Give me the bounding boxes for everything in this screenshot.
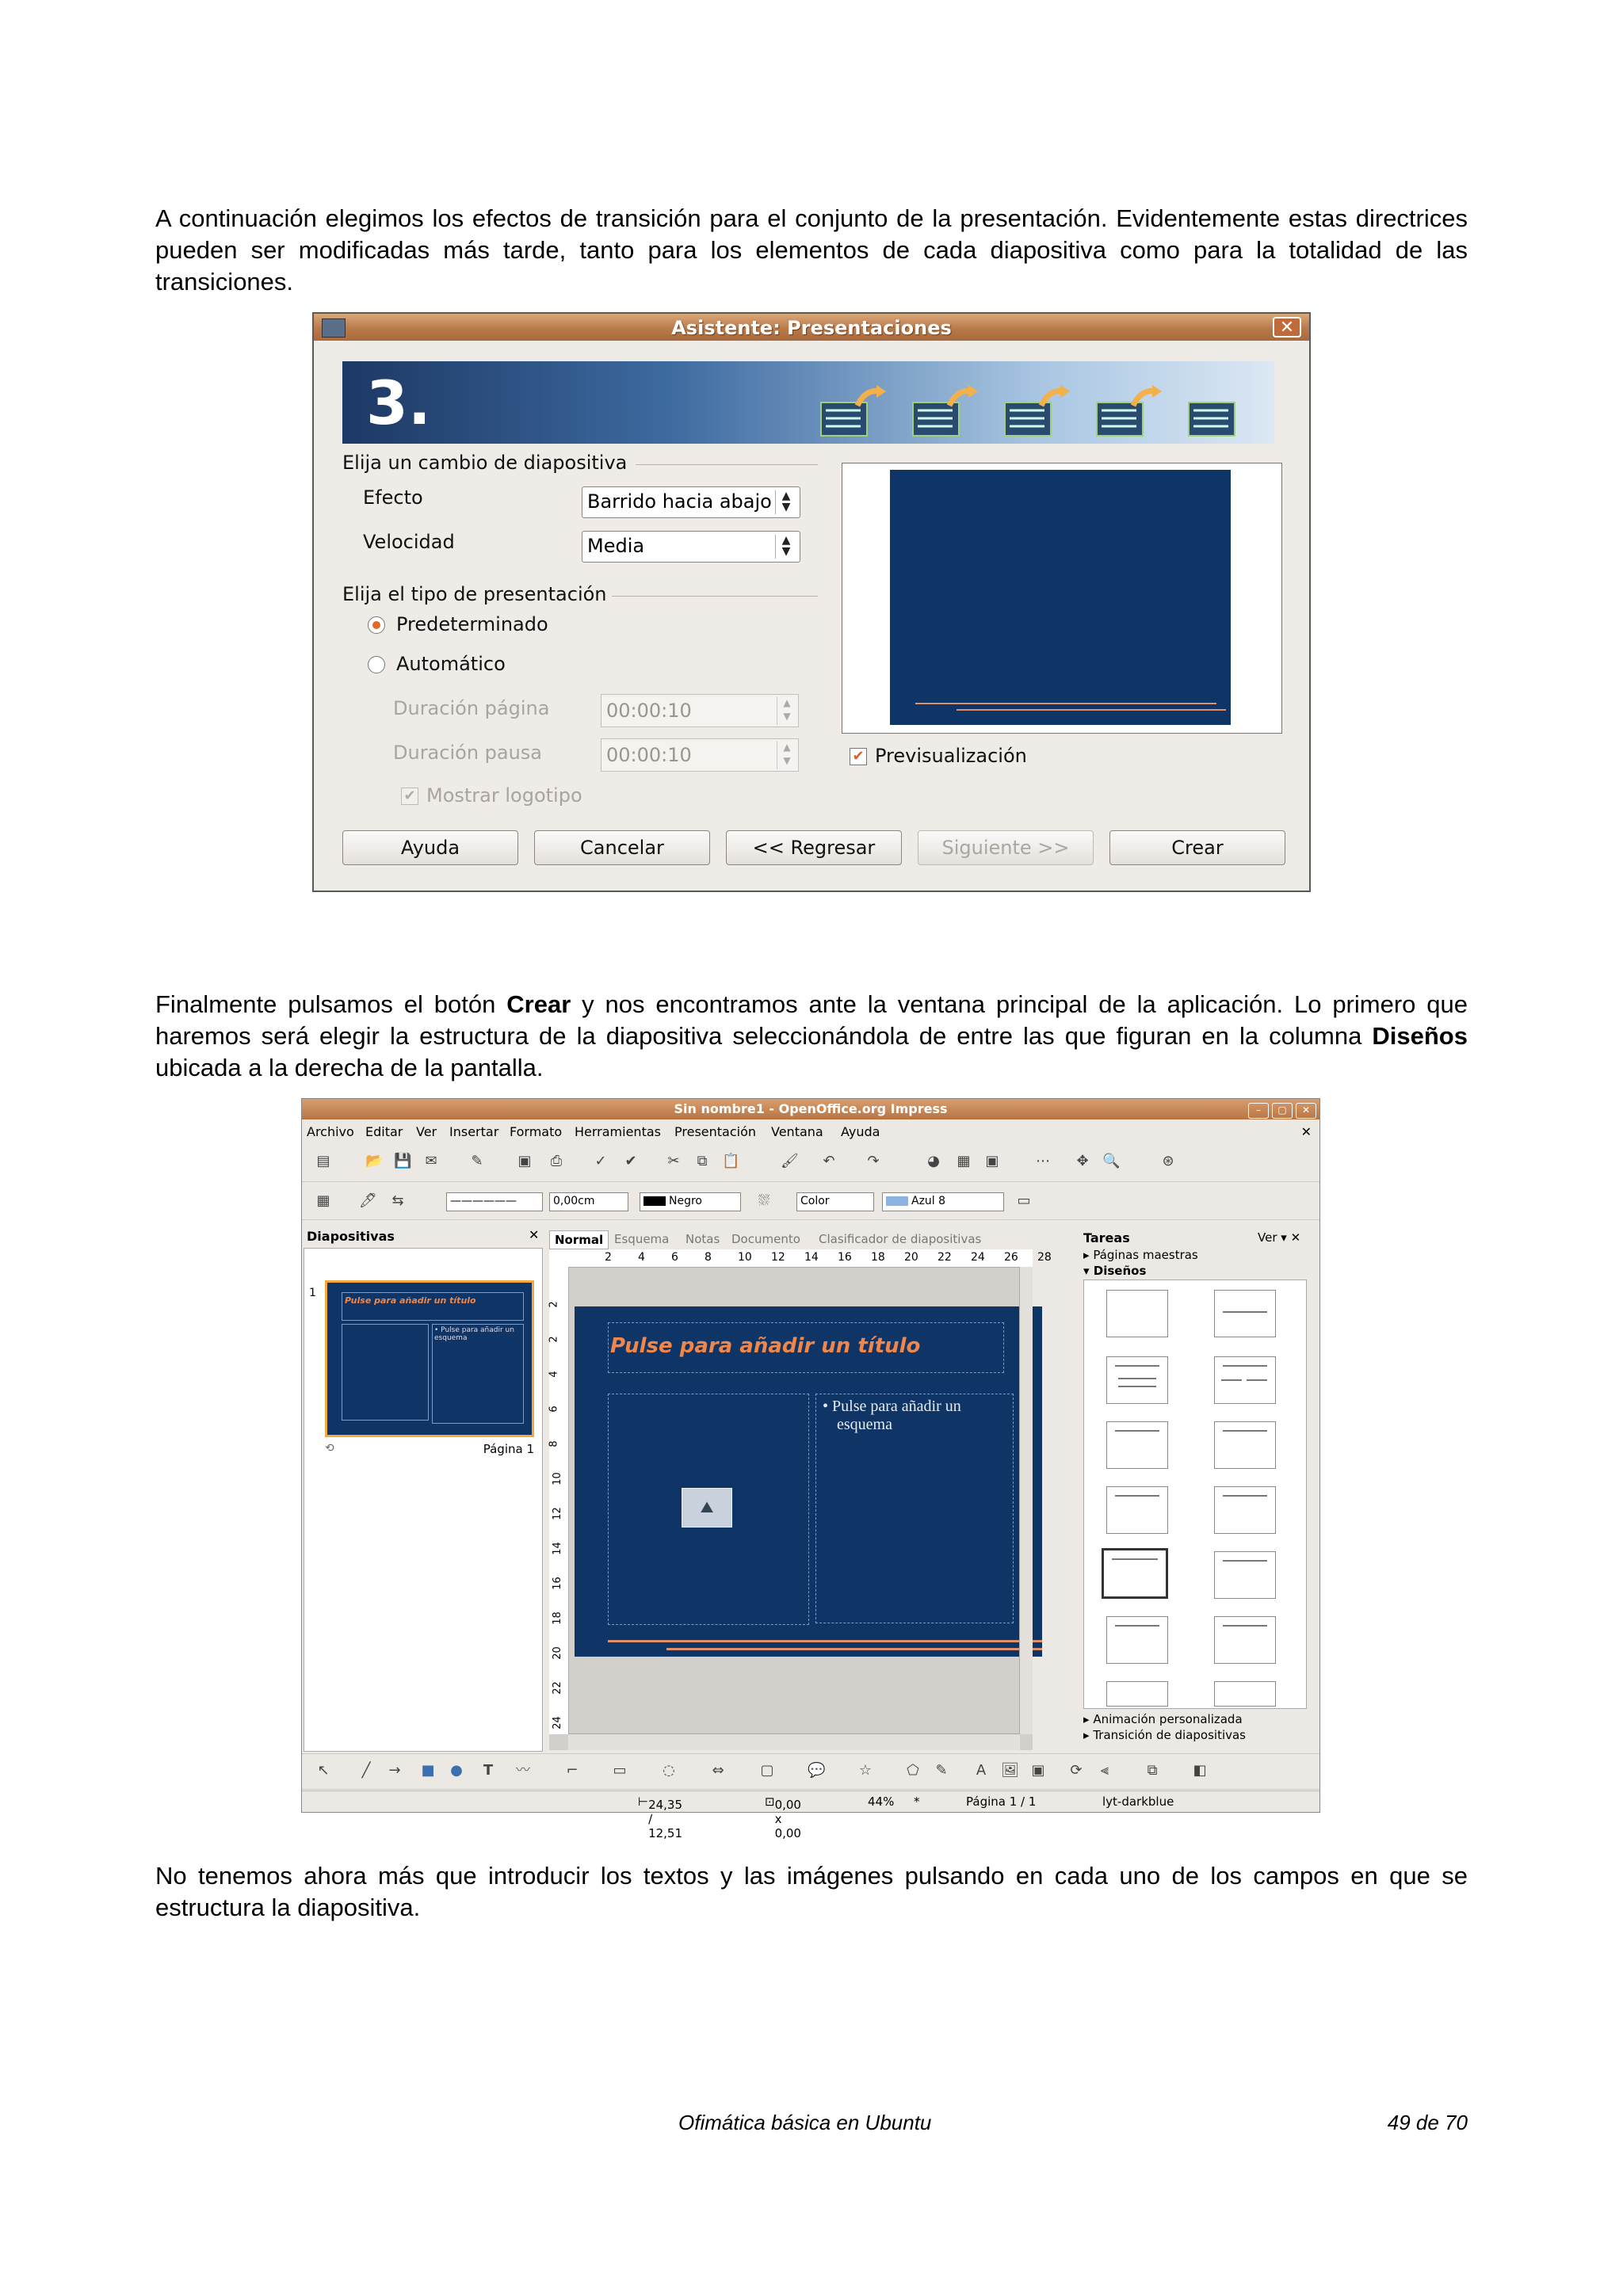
ruler-tick-label: 26	[1004, 1251, 1018, 1264]
wizard-banner	[342, 361, 1274, 444]
format-paint-icon[interactable]: 🖌	[781, 1153, 799, 1169]
slides-pane-title: Diapositivas	[307, 1229, 395, 1244]
layout-partial[interactable]	[1106, 1681, 1168, 1707]
text-icon[interactable]: T	[483, 1762, 494, 1779]
footer-page: 49 de 70	[1387, 2111, 1468, 2134]
connector-icon[interactable]: ⌐	[566, 1762, 579, 1779]
show-logo-checkbox[interactable]: ✔	[401, 788, 418, 805]
slide-number: 1	[309, 1287, 316, 1299]
back-button[interactable]: << Regresar	[726, 830, 902, 865]
tasks-pane	[1083, 1229, 1316, 1753]
layout-title-text[interactable]	[1106, 1421, 1168, 1469]
standard-toolbar	[302, 1145, 1319, 1182]
page-duration-field[interactable]	[601, 694, 799, 727]
points-icon[interactable]: ⬠	[907, 1762, 919, 1779]
select-icon[interactable]: ↖	[317, 1762, 330, 1779]
layouts-label: Diseños	[1093, 1264, 1147, 1278]
line-color-select[interactable]	[640, 1192, 741, 1211]
close-pane-icon[interactable]: ✕	[529, 1227, 540, 1242]
line-icon[interactable]: 🖊	[359, 1192, 377, 1209]
outline-text: esquema	[837, 1416, 892, 1433]
redo-icon[interactable]: ↷	[867, 1153, 880, 1169]
tasks-title: Tareas	[1083, 1230, 1130, 1245]
impress-window	[301, 1098, 1320, 1840]
block-arrows-icon[interactable]: ⇔	[712, 1762, 724, 1779]
ruler-tick-label: 14	[551, 1542, 563, 1555]
insert-image-icon[interactable]: ⛰	[682, 1488, 732, 1527]
paragraph-intro: A continuación elegimos los efectos de transición para el conjunto de la presentación. Evidentemente estas directrices pueden ser modificadas más tarde, tanto para los elementos de cada diapositiva como para la totalidad de las transiciones.	[155, 204, 1468, 296]
radio-automatic[interactable]	[368, 656, 385, 673]
align-icon[interactable]: ⫷	[1100, 1762, 1109, 1779]
symbol-shapes-icon[interactable]: ◌	[663, 1762, 675, 1779]
zoom-icon[interactable]: 🔍	[1102, 1153, 1121, 1169]
slide-outline-placeholder[interactable]	[815, 1394, 1014, 1623]
divider	[612, 596, 818, 597]
copy-icon[interactable]: ⧉	[697, 1153, 708, 1169]
minimize-icon[interactable]: –	[1248, 1103, 1269, 1119]
email-icon[interactable]: ✉	[425, 1153, 437, 1169]
master-pages-section[interactable]: ▸ Páginas maestras	[1083, 1248, 1198, 1262]
menu-herramientas[interactable]: Herramientas	[575, 1124, 661, 1139]
tab-outline[interactable]: Esquema	[614, 1232, 670, 1246]
spin-arrows-icon: ▲ ▼	[775, 490, 796, 514]
master-pages-label: Páginas maestras	[1093, 1248, 1198, 1262]
step-icon-4	[1094, 383, 1165, 439]
speed-label: Velocidad	[363, 531, 455, 553]
navigator-icon[interactable]: ✥	[1076, 1153, 1089, 1169]
preview-box	[842, 463, 1282, 734]
status-size: ⊡ 0,00 x 0,00	[765, 1794, 801, 1840]
ruler-tick-label: 4	[638, 1251, 645, 1264]
main-slide[interactable]	[575, 1306, 1042, 1657]
line-icon[interactable]: ╱	[361, 1762, 371, 1779]
ruler-tick-label: 12	[551, 1507, 563, 1520]
close-icon[interactable]: ✕	[1296, 1103, 1316, 1119]
wizard-dialog	[312, 312, 1311, 892]
layout-title-text-clipart[interactable]	[1106, 1616, 1168, 1664]
grid-icon[interactable]: ⋯	[1036, 1153, 1050, 1169]
arrow-style-icon[interactable]: ⇆	[391, 1192, 404, 1209]
layout-partial[interactable]	[1214, 1681, 1276, 1707]
ruler-tick-label: 16	[551, 1577, 563, 1590]
arrow-line-icon[interactable]: →	[388, 1762, 401, 1779]
slide-thumbnail[interactable]	[325, 1280, 534, 1437]
ruler-tick-label: 22	[938, 1251, 952, 1264]
ruler-tick-label: 24	[551, 1716, 563, 1730]
ruler-tick-label: 8	[548, 1440, 560, 1447]
impress-title: Sin nombre1 - OpenOffice.org Impress	[674, 1101, 948, 1116]
line-width-field[interactable]	[549, 1192, 628, 1211]
pdf-icon[interactable]: ▣	[517, 1153, 532, 1169]
horizontal-scrollbar[interactable]	[568, 1733, 1020, 1750]
autospell-icon[interactable]: ✔	[624, 1153, 637, 1169]
vertical-ruler	[549, 1267, 569, 1734]
glue-points-icon[interactable]: ✎	[935, 1762, 948, 1779]
save-icon[interactable]: 💾	[394, 1153, 412, 1169]
dialog-titlebar	[314, 314, 1309, 341]
ruler-tick-label: 14	[804, 1251, 819, 1264]
slide-transition-label: Transición de diapositivas	[1093, 1728, 1246, 1742]
stars-icon[interactable]: ☆	[858, 1762, 873, 1779]
basic-shapes-icon[interactable]: ▭	[613, 1762, 627, 1779]
flowchart-icon[interactable]: ▢	[760, 1762, 774, 1779]
help-icon[interactable]: ⊛	[1162, 1153, 1174, 1169]
fill-type-select[interactable]	[796, 1192, 874, 1211]
layout-title-only[interactable]	[1214, 1290, 1276, 1337]
vertical-scrollbar[interactable]	[1019, 1267, 1033, 1734]
fill-color-value: Azul 8	[911, 1195, 946, 1207]
ruler-tick-label: 6	[548, 1405, 560, 1413]
size-value: 0,00 x 0,00	[774, 1798, 801, 1840]
ruler-tick-label: 24	[971, 1251, 985, 1264]
tasks-view-menu[interactable]: Ver ▾ ✕	[1258, 1230, 1301, 1245]
color-swatch	[886, 1196, 908, 1206]
ruler-tick-label: 18	[551, 1611, 563, 1625]
section-transition-label: Elija un cambio de diapositiva	[342, 452, 628, 474]
pause-duration-value: 00:00:10	[606, 744, 692, 766]
pause-duration-label: Duración pausa	[393, 742, 543, 764]
ruler-tick-label: 16	[838, 1251, 852, 1264]
close-icon[interactable]: ✕	[1273, 317, 1301, 338]
step-icon-1	[818, 383, 889, 439]
text-run: Finalmente pulsamos el botón	[155, 990, 507, 1018]
slide-effect-icon: ⟲	[325, 1442, 334, 1455]
layout-title-chart[interactable]	[1106, 1486, 1168, 1534]
ruler-tick-label: 20	[551, 1646, 563, 1660]
status-master: lyt-darkblue	[1102, 1794, 1174, 1809]
thumb-image-box	[342, 1324, 429, 1421]
layout-title-object[interactable]	[1214, 1421, 1276, 1469]
text-run: y nos encontramos ante la ventana principal de la aplicación. Lo primero que haremos será elegir la estructura de la diapositiva seleccionándola de entre las que figuran en la columna	[155, 990, 1468, 1050]
text-run: ubicada a la derecha de la pantalla.	[155, 1054, 544, 1081]
effect-select[interactable]	[582, 486, 800, 518]
layouts-section[interactable]: ▾ Diseños	[1083, 1264, 1147, 1278]
ruler-tick-label: 20	[904, 1251, 918, 1264]
menu-presentacion[interactable]: Presentación	[674, 1124, 757, 1139]
pause-duration-field[interactable]	[601, 738, 799, 772]
extrusion-icon[interactable]: ◧	[1193, 1762, 1207, 1779]
menu-formato[interactable]: Formato	[510, 1124, 563, 1139]
horizontal-ruler	[549, 1249, 1052, 1268]
ruler-tick-label: 22	[551, 1681, 563, 1695]
table-icon[interactable]: ▦	[957, 1153, 971, 1169]
shadow-icon[interactable]: ▭	[1017, 1192, 1031, 1209]
curve-icon[interactable]: 〰	[516, 1762, 530, 1779]
color-swatch	[643, 1196, 666, 1206]
ruler-tick-label: 2	[548, 1336, 560, 1343]
spellcheck-icon[interactable]: ✓	[594, 1153, 607, 1169]
create-button[interactable]: Crear	[1109, 830, 1285, 865]
line-fill-toolbar	[302, 1183, 1319, 1220]
line-width-value: 0,00cm	[553, 1195, 595, 1207]
outline-bullet-line: • Pulse para añadir un	[823, 1398, 961, 1415]
custom-animation-label: Animación personalizada	[1093, 1712, 1243, 1726]
arrange-icon[interactable]: ⧉	[1147, 1762, 1158, 1779]
radio-default[interactable]	[368, 616, 385, 634]
layout-title-table[interactable]	[1214, 1486, 1276, 1534]
chart-icon[interactable]: ◕	[927, 1153, 940, 1169]
page-duration-label: Duración página	[393, 697, 550, 719]
maximize-icon[interactable]: ▢	[1272, 1103, 1293, 1119]
ruler-tick-label: 28	[1037, 1251, 1052, 1264]
slide-image-placeholder[interactable]	[608, 1394, 809, 1625]
rectangle-icon[interactable]: ■	[421, 1762, 435, 1779]
effect-label: Efecto	[363, 486, 423, 509]
cancel-button[interactable]: Cancelar	[534, 830, 710, 865]
slide-title-placeholder[interactable]: Pulse para añadir un título	[608, 1322, 1004, 1373]
ruler-tick-label: 10	[551, 1472, 563, 1486]
status-modified: *	[914, 1794, 920, 1809]
status-page: Página 1 / 1	[966, 1794, 1037, 1809]
menu-archivo[interactable]: Archivo	[307, 1124, 354, 1139]
ellipse-icon[interactable]: ●	[450, 1762, 463, 1779]
position-value: 24,35 / 12,51	[648, 1798, 683, 1840]
fill-type-value: Color	[800, 1195, 830, 1207]
status-zoom[interactable]: 44%	[868, 1794, 895, 1809]
tab-slide-sorter[interactable]: Clasificador de diapositivas	[819, 1232, 982, 1246]
menu-insertar[interactable]: Insertar	[449, 1124, 499, 1139]
slide-transition-section[interactable]: ▸ Transición de diapositivas	[1083, 1728, 1246, 1742]
layout-title-clipart-text-selected[interactable]	[1102, 1548, 1168, 1599]
radio-default-label: Predeterminado	[396, 613, 548, 635]
paste-icon[interactable]: 📋	[722, 1153, 740, 1169]
paragraph-create	[155, 989, 1468, 1084]
layout-title-chart-text[interactable]	[1214, 1616, 1276, 1664]
menu-ayuda[interactable]: Ayuda	[841, 1124, 880, 1139]
slides-pane	[304, 1248, 543, 1752]
ruler-tick-label: 2	[548, 1301, 560, 1308]
show-logo-label: Mostrar logotipo	[426, 784, 582, 807]
fill-color-select[interactable]	[882, 1192, 1004, 1211]
open-icon[interactable]: 📂	[365, 1153, 384, 1169]
step-icon-3	[1002, 383, 1073, 439]
speed-value: Media	[587, 535, 645, 557]
line-color-value: Negro	[669, 1195, 702, 1207]
spin-arrows-icon: ▲ ▼	[775, 535, 796, 559]
paragraph-fill: No tenemos ahora más que introducir los textos y las imágenes pulsando en cada uno de los campos en que se estructura la diapositiva.	[155, 1862, 1468, 1921]
thumb-title: Pulse para añadir un título	[342, 1292, 524, 1321]
grid-icon[interactable]: ▦	[316, 1192, 330, 1209]
menu-ventana[interactable]: Ventana	[771, 1124, 823, 1139]
line-style-select[interactable]: ——————	[446, 1192, 543, 1211]
ruler-tick-label: 12	[771, 1251, 785, 1264]
step-icon-2	[910, 383, 981, 439]
fontwork-icon[interactable]: A	[976, 1762, 987, 1779]
drawing-toolbar	[302, 1753, 1319, 1790]
menu-editar[interactable]: Editar	[365, 1124, 403, 1139]
impress-titlebar	[302, 1099, 1319, 1119]
step-icon-5	[1186, 383, 1257, 439]
layout-blank[interactable]	[1106, 1290, 1168, 1337]
layout-title-text-chart[interactable]	[1214, 1551, 1276, 1599]
help-button[interactable]: Ayuda	[342, 830, 518, 865]
fill-bucket-icon[interactable]: ⛆	[758, 1192, 770, 1209]
display-icon[interactable]: ▣	[985, 1153, 999, 1169]
tasks-view-label: Ver	[1258, 1230, 1277, 1245]
spin-arrows-icon: ▲ ▼	[777, 696, 796, 725]
ruler-tick-label: 10	[738, 1251, 752, 1264]
bold-disenos: Diseños	[1372, 1022, 1468, 1050]
view-tabs	[549, 1229, 1033, 1248]
slide-decor-line	[666, 1648, 1042, 1650]
ruler-tick-label: 8	[705, 1251, 712, 1264]
undo-icon[interactable]: ↶	[823, 1153, 835, 1169]
gallery-icon[interactable]: ▣	[1031, 1762, 1045, 1779]
speed-select[interactable]	[582, 531, 800, 563]
window-controls	[1245, 1101, 1316, 1119]
rotate-icon[interactable]: ⟳	[1070, 1762, 1083, 1779]
tab-handout[interactable]: Documento	[731, 1232, 800, 1246]
thumb-bullet: • Pulse para añadir un esquema	[432, 1324, 524, 1424]
effect-value: Barrido hacia abajo	[587, 490, 772, 513]
spin-arrows-icon: ▲ ▼	[777, 741, 796, 769]
next-button[interactable]: Siguiente >>	[918, 830, 1094, 865]
dialog-title: Asistente: Presentaciones	[671, 317, 952, 339]
layouts-gallery	[1083, 1280, 1307, 1709]
divider	[636, 464, 818, 465]
menu-ver[interactable]: Ver	[416, 1124, 437, 1139]
ruler-tick-label: 18	[871, 1251, 885, 1264]
status-bar	[302, 1791, 1319, 1840]
layout-title-2content[interactable]	[1214, 1356, 1276, 1404]
tab-notes[interactable]: Notas	[685, 1232, 720, 1246]
tab-normal[interactable]: Normal	[549, 1230, 609, 1249]
menubar	[302, 1119, 1319, 1143]
slide-workspace	[548, 1249, 1052, 1750]
ruler-tick-label: 6	[671, 1251, 678, 1264]
step-number: 3.	[366, 368, 431, 438]
radio-automatic-label: Automático	[396, 653, 506, 675]
preview-slide	[890, 470, 1231, 725]
edit-file-icon[interactable]: ✎	[471, 1153, 483, 1169]
new-icon[interactable]: ▤	[316, 1153, 330, 1169]
print-icon[interactable]: ⎙	[550, 1153, 563, 1169]
bold-crear: Crear	[506, 990, 571, 1018]
slide-decor-line	[608, 1640, 1042, 1642]
ruler-tick-label: 2	[605, 1251, 612, 1264]
preview-checkbox[interactable]: ✔	[850, 748, 867, 765]
layout-title-content[interactable]	[1106, 1356, 1168, 1404]
thumb-label: Página 1	[483, 1442, 534, 1456]
custom-animation-section[interactable]: ▸ Animación personalizada	[1083, 1712, 1243, 1726]
status-position: ⊢ 24,35 / 12,51	[638, 1794, 683, 1840]
preview-label: Previsualización	[875, 745, 1027, 767]
outline-text: Pulse para añadir un	[832, 1398, 961, 1415]
ruler-tick-label: 4	[548, 1371, 560, 1378]
from-file-icon[interactable]: 🖼	[1001, 1762, 1019, 1779]
cut-icon[interactable]: ✂	[667, 1153, 680, 1169]
close-document-icon[interactable]: ✕	[1300, 1124, 1312, 1139]
callouts-icon[interactable]: 💬	[808, 1762, 826, 1779]
page-duration-value: 00:00:10	[606, 700, 692, 722]
footer-title: Ofimática básica en Ubuntu	[678, 2111, 932, 2134]
section-type-label: Elija el tipo de presentación	[342, 583, 607, 605]
